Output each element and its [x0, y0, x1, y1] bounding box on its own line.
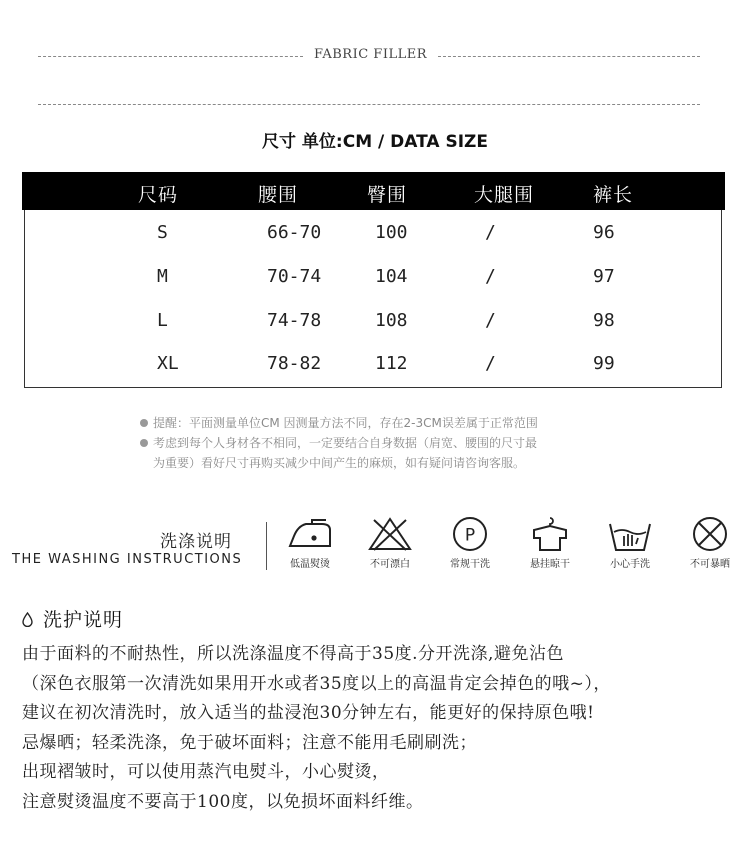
table-row [25, 266, 723, 296]
cell-hip: 108 [375, 310, 408, 331]
care-caption: 不可暴晒 [690, 559, 730, 570]
cell-waist: 74-78 [267, 310, 322, 331]
care-symbol-no-sun [674, 516, 746, 576]
note-text: 考虑到每个人身材各不相同，一定要结合自身数据（肩宽、腰围的尺寸最 [153, 436, 538, 450]
size-heading-text: 尺寸 单位:CM / DATA SIZE [262, 132, 488, 152]
cell-waist: 66-70 [267, 222, 322, 243]
hang-dry-icon [526, 516, 574, 552]
care-line: 由于面料的不耐热性，所以洗涤温度不得高于35度.分开洗涤,避免沾色 [22, 644, 564, 664]
care-heading [22, 605, 123, 632]
note-line [140, 433, 620, 453]
care-heading-text: 洗护说明 [43, 609, 124, 631]
cell-size: XL [157, 353, 179, 374]
care-line: 建议在初次清洗时，放入适当的盐浸泡30分钟左右，能更好的保持原色哦! [22, 703, 595, 723]
cell-length: 96 [593, 222, 615, 243]
cell-hip: 100 [375, 222, 408, 243]
water-drop-icon [22, 612, 33, 627]
washing-subtitle: THE WASHING INSTRUCTIONS [12, 552, 243, 567]
header-length: 裤长 [593, 184, 634, 206]
section-title: FABRIC FILLER [313, 47, 428, 62]
cell-length: 97 [593, 266, 615, 287]
cell-thigh: / [485, 310, 496, 331]
note-line [140, 453, 620, 473]
note-text: 提醒：平面测量单位CM 因测量方法不同，存在2-3CM误差属于正常范围 [153, 416, 538, 430]
care-line: （深色衣服第一次清洗如果用开水或者35度以上的高温肯定会掉色的哦~）， [22, 673, 611, 694]
cell-size: L [157, 310, 168, 331]
no-bleach-icon [366, 516, 414, 552]
cell-thigh: / [485, 353, 496, 374]
cell-hip: 112 [375, 353, 408, 374]
divider-line-left [38, 56, 303, 57]
bullet-icon [140, 439, 148, 447]
hand-wash-icon [606, 516, 654, 552]
cell-waist: 78-82 [267, 353, 322, 374]
cell-hip: 104 [375, 266, 408, 287]
header-waist: 腰围 [258, 184, 299, 206]
divider-line-right [438, 56, 700, 57]
care-symbol-iron [274, 516, 346, 576]
cell-size: M [157, 266, 168, 287]
care-symbol-dry-clean [434, 516, 506, 576]
size-table-body [24, 210, 722, 388]
size-table-header [22, 172, 725, 210]
table-row [25, 353, 723, 383]
care-caption: 常规干洗 [450, 559, 490, 570]
size-heading [0, 127, 750, 152]
care-caption: 小心手洗 [610, 559, 650, 570]
dashed-divider [38, 104, 700, 105]
cell-thigh: / [485, 266, 496, 287]
care-instructions [22, 640, 742, 817]
cell-thigh: / [485, 222, 496, 243]
bullet-icon [140, 419, 148, 427]
note-line [140, 413, 620, 433]
header-size: 尺码 [138, 184, 179, 206]
table-row [25, 310, 723, 340]
cell-length: 98 [593, 310, 615, 331]
washing-title: 洗涤说明 [160, 532, 232, 552]
header-thigh: 大腿围 [474, 184, 535, 206]
care-caption: 低温熨烫 [290, 559, 330, 570]
care-symbol-hand-wash [594, 516, 666, 576]
care-symbol-hang-dry [514, 516, 586, 576]
care-caption: 不可漂白 [370, 559, 410, 570]
care-symbol-no-bleach [354, 516, 426, 576]
measurement-notes [140, 413, 620, 473]
care-line: 注意熨烫温度不要高于100度，以免损坏面料纤维。 [22, 791, 424, 812]
cell-size: S [157, 222, 168, 243]
low-temp-iron-icon [286, 516, 334, 552]
no-tumble-dry-icon [686, 516, 734, 552]
washing-separator [266, 522, 267, 570]
table-row [25, 222, 723, 252]
cell-waist: 70-74 [267, 266, 322, 287]
section-divider [0, 40, 750, 70]
care-line: 忌爆晒；轻柔洗涤，免于破坏面料；注意不能用毛刷刷洗； [22, 732, 477, 753]
cell-length: 99 [593, 353, 615, 374]
svg-text:P: P [464, 525, 476, 546]
note-text: 为重要）看好尺寸再购买减少中间产生的麻烦，如有疑问请咨询客服。 [153, 456, 526, 470]
header-hip: 臀围 [367, 184, 408, 206]
care-line: 出现褶皱时，可以使用蒸汽电熨斗，小心熨烫， [22, 762, 390, 782]
care-caption: 悬挂晾干 [530, 559, 570, 570]
dry-clean-p-icon [446, 516, 494, 552]
